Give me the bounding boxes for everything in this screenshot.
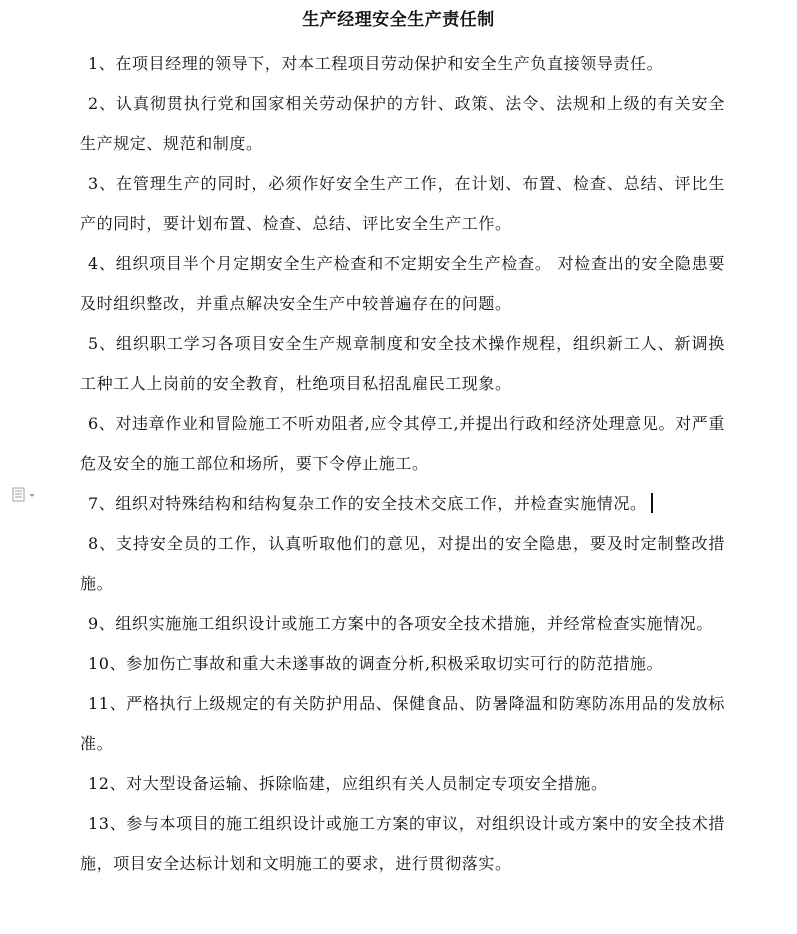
item-number: 13、 xyxy=(88,814,127,833)
item-number: 4、 xyxy=(88,254,116,273)
list-item xyxy=(80,404,725,484)
paragraph-options-icon-graphic xyxy=(12,487,42,503)
list-item xyxy=(80,644,725,684)
item-number: 2、 xyxy=(88,94,117,113)
list-item xyxy=(80,684,725,764)
list-item xyxy=(80,604,725,644)
item-number: 6、 xyxy=(88,414,116,433)
list-item xyxy=(80,164,725,244)
item-text[interactable]: 组织职工学习各项目安全生产规章制度和安全技术操作规程，组织新工人、新调换工种工人上岗前的安全教育，杜绝项目私招乱雇民工现象。 xyxy=(80,334,725,393)
list-item xyxy=(80,524,725,604)
item-text[interactable]: 支持安全员的工作，认真听取他们的意见，对提出的安全隐患，要及时定制整改措施。 xyxy=(80,534,725,593)
list-item xyxy=(80,84,725,164)
item-text[interactable]: 组织对特殊结构和结构复杂工作的安全技术交底工作，并检查实施情况。 xyxy=(115,494,647,513)
item-text[interactable]: 组织项目半个月定期安全生产检查和不定期安全生产检查。 对检查出的安全隐患要及时组织整改，并重点解决安全生产中较普遍存在的问题。 xyxy=(80,254,725,313)
text-cursor xyxy=(651,493,653,513)
item-text[interactable]: 认真彻贯执行党和国家相关劳动保护的方针、政策、法令、法规和上级的有关安全生产规定、规范和制度。 xyxy=(80,94,725,153)
item-number: 5、 xyxy=(88,334,117,353)
item-text[interactable]: 对大型设备运输、拆除临建，应组织有关人员制定专项安全措施。 xyxy=(126,774,608,793)
item-text[interactable]: 在项目经理的领导下，对本工程项目劳动保护和安全生产负直接领导责任。 xyxy=(115,54,664,73)
list-item xyxy=(80,804,725,884)
item-text[interactable]: 组织实施施工组织设计或施工方案中的各项安全技术措施，并经常检查实施情况。 xyxy=(115,614,713,633)
item-number: 3、 xyxy=(88,174,117,193)
item-number: 10、 xyxy=(88,654,127,673)
paragraph-options-icon[interactable] xyxy=(12,487,42,503)
item-text[interactable]: 参加伤亡事故和重大未遂事故的调查分析,积极采取切实可行的防范措施。 xyxy=(126,654,664,673)
list-item xyxy=(80,44,725,84)
document-title: 生产经理安全生产责任制 xyxy=(302,10,495,30)
item-number: 1、 xyxy=(88,54,116,73)
list-item xyxy=(80,764,725,804)
list-item xyxy=(80,244,725,324)
item-number: 8、 xyxy=(88,534,117,553)
item-number: 12、 xyxy=(88,774,127,793)
item-text[interactable]: 在管理生产的同时，必须作好安全生产工作，在计划、布置、检查、总结、评比生产的同时，要计划布置、检查、总结、评比安全生产工作。 xyxy=(80,174,725,233)
list-item xyxy=(80,484,725,524)
item-number: 11、 xyxy=(88,694,127,713)
item-text[interactable]: 对违章作业和冒险施工不听劝阻者,应令其停工,并提出行政和经济处理意见。对严重危及安全的施工部位和场所，要下令停止施工。 xyxy=(80,414,725,473)
responsibility-list xyxy=(80,44,725,884)
cut-off-next-line xyxy=(440,926,560,934)
item-number: 7、 xyxy=(88,494,116,513)
item-number: 9、 xyxy=(88,614,116,633)
list-item xyxy=(80,324,725,404)
item-text[interactable]: 参与本项目的施工组织设计或施工方案的审议，对组织设计或方案中的安全技术措施，项目安全达标计划和文明施工的要求，进行贯彻落实。 xyxy=(80,814,725,873)
item-text[interactable]: 严格执行上级规定的有关防护用品、保健食品、防暑降温和防寒防冻用品的发放标准。 xyxy=(80,694,725,753)
